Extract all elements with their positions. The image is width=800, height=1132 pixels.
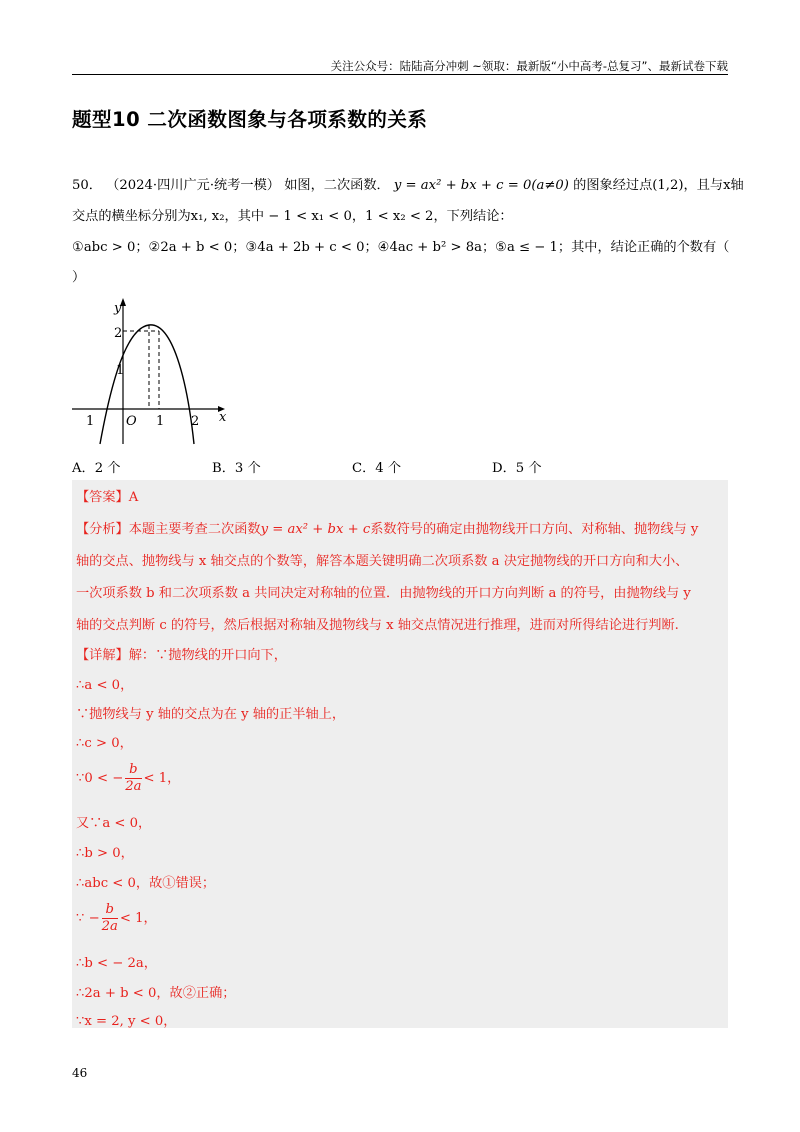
step-4	[76, 762, 180, 795]
step-5: 又∵a < 0，	[76, 816, 152, 831]
tick-x-minus-1: 1	[86, 414, 95, 429]
detail-heading: 【详解】解：∵抛物线的开口向下，	[76, 648, 287, 663]
fraction-b-over-2a	[125, 762, 141, 795]
fraction-numerator: b	[125, 762, 141, 779]
fraction-b-over-2a-2	[102, 902, 118, 935]
section-title: 题型10 二次函数图象与各项系数的关系	[72, 108, 428, 131]
page-number: 46	[72, 1066, 88, 1080]
step-8-pre: ∵ −	[76, 911, 100, 926]
step-3: ∴c > 0，	[76, 736, 133, 751]
question-intro: 如图，二次函数．	[284, 178, 390, 193]
analysis-line-1-a: 【分析】本题主要考查二次函数	[76, 522, 261, 537]
step-10: ∴2a + b < 0，故②正确；	[76, 986, 236, 1001]
page-header: 关注公众号：陆陆高分冲刺 ~领取：最新版“小中高考-总复习”、最新试卷下载	[330, 59, 728, 73]
analysis-line-1-b: 系数符号的确定由抛物线开口方向、对称轴、抛物线与 y	[370, 522, 699, 537]
step-1: ∴a < 0，	[76, 678, 134, 693]
fraction-numerator-2: b	[102, 902, 118, 919]
step-8-post: < 1，	[119, 911, 157, 926]
parabola-graph	[72, 298, 242, 448]
question-equation: y = ax² + bx + c = 0(a≠0)	[393, 178, 569, 193]
step-6: ∴b > 0，	[76, 846, 134, 861]
tick-x-1: 1	[156, 414, 165, 429]
step-4-post: < 1，	[143, 771, 181, 786]
question-line-3: ①abc > 0；②2a + b < 0；③4a + 2b + c < 0；④4ac + b² > 8a；⑤a ≤ − 1；其中，结论正确的个数有（	[72, 240, 730, 255]
fraction-denominator-2: 2a	[101, 919, 118, 934]
analysis-line-3: 一次项系数 b 和二次项系数 a 共同决定对称轴的位置．由抛物线的开口方向判断 a 的符号，由抛物线与 y	[76, 586, 691, 601]
x-axis-label: x	[219, 410, 227, 425]
option-a[interactable]: A．2 个	[72, 461, 121, 476]
parabola-curve	[100, 325, 194, 444]
tick-x-2: 2	[191, 414, 200, 429]
question-source: （2024·四川广元·统考一模）	[106, 178, 280, 193]
step-7: ∴abc < 0，故①错误；	[76, 876, 216, 891]
origin-label: O	[126, 414, 137, 429]
question-number: 50．	[72, 178, 102, 193]
question-line-1	[72, 176, 744, 196]
question-line-2: 交点的横坐标分别为x₁, x₂，其中 − 1 < x₁ < 0，1 < x₂ < 2，下列结论：	[72, 209, 513, 224]
step-9: ∴b < − 2a，	[76, 956, 157, 971]
step-11: ∵x = 2, y < 0，	[76, 1014, 177, 1029]
step-2: ∵抛物线与 y 轴的交点为在 y 轴的正半轴上，	[76, 707, 346, 722]
question-after-equation: 的图象经过点(1,2)，且与x轴	[573, 178, 744, 193]
analysis-line-1	[76, 518, 698, 537]
option-c[interactable]: C．4 个	[352, 461, 402, 476]
option-d[interactable]: D．5 个	[492, 461, 542, 476]
tick-y-1: 1	[116, 363, 125, 378]
header-rule	[72, 74, 728, 75]
tick-y-2: 2	[114, 326, 123, 341]
answer-line: 【答案】A	[76, 490, 139, 505]
analysis-equation: y = ax² + bx + c	[260, 522, 371, 537]
option-b[interactable]: B．3 个	[212, 461, 261, 476]
step-8	[76, 902, 157, 935]
y-axis-label: y	[114, 301, 122, 316]
step-4-pre: ∵0 < −	[76, 771, 124, 786]
analysis-line-2: 轴的交点、抛物线与 x 轴交点的个数等，解答本题关键明确二次项系数 a 决定抛物线的开口方向和大小、	[76, 554, 689, 569]
question-line-4: ）	[72, 270, 86, 285]
fraction-denominator: 2a	[125, 779, 142, 794]
analysis-line-4: 轴的交点判断 c 的符号，然后根据对称轴及抛物线与 x 轴交点情况进行推理，进而对所得结论进行判断.	[76, 618, 679, 633]
